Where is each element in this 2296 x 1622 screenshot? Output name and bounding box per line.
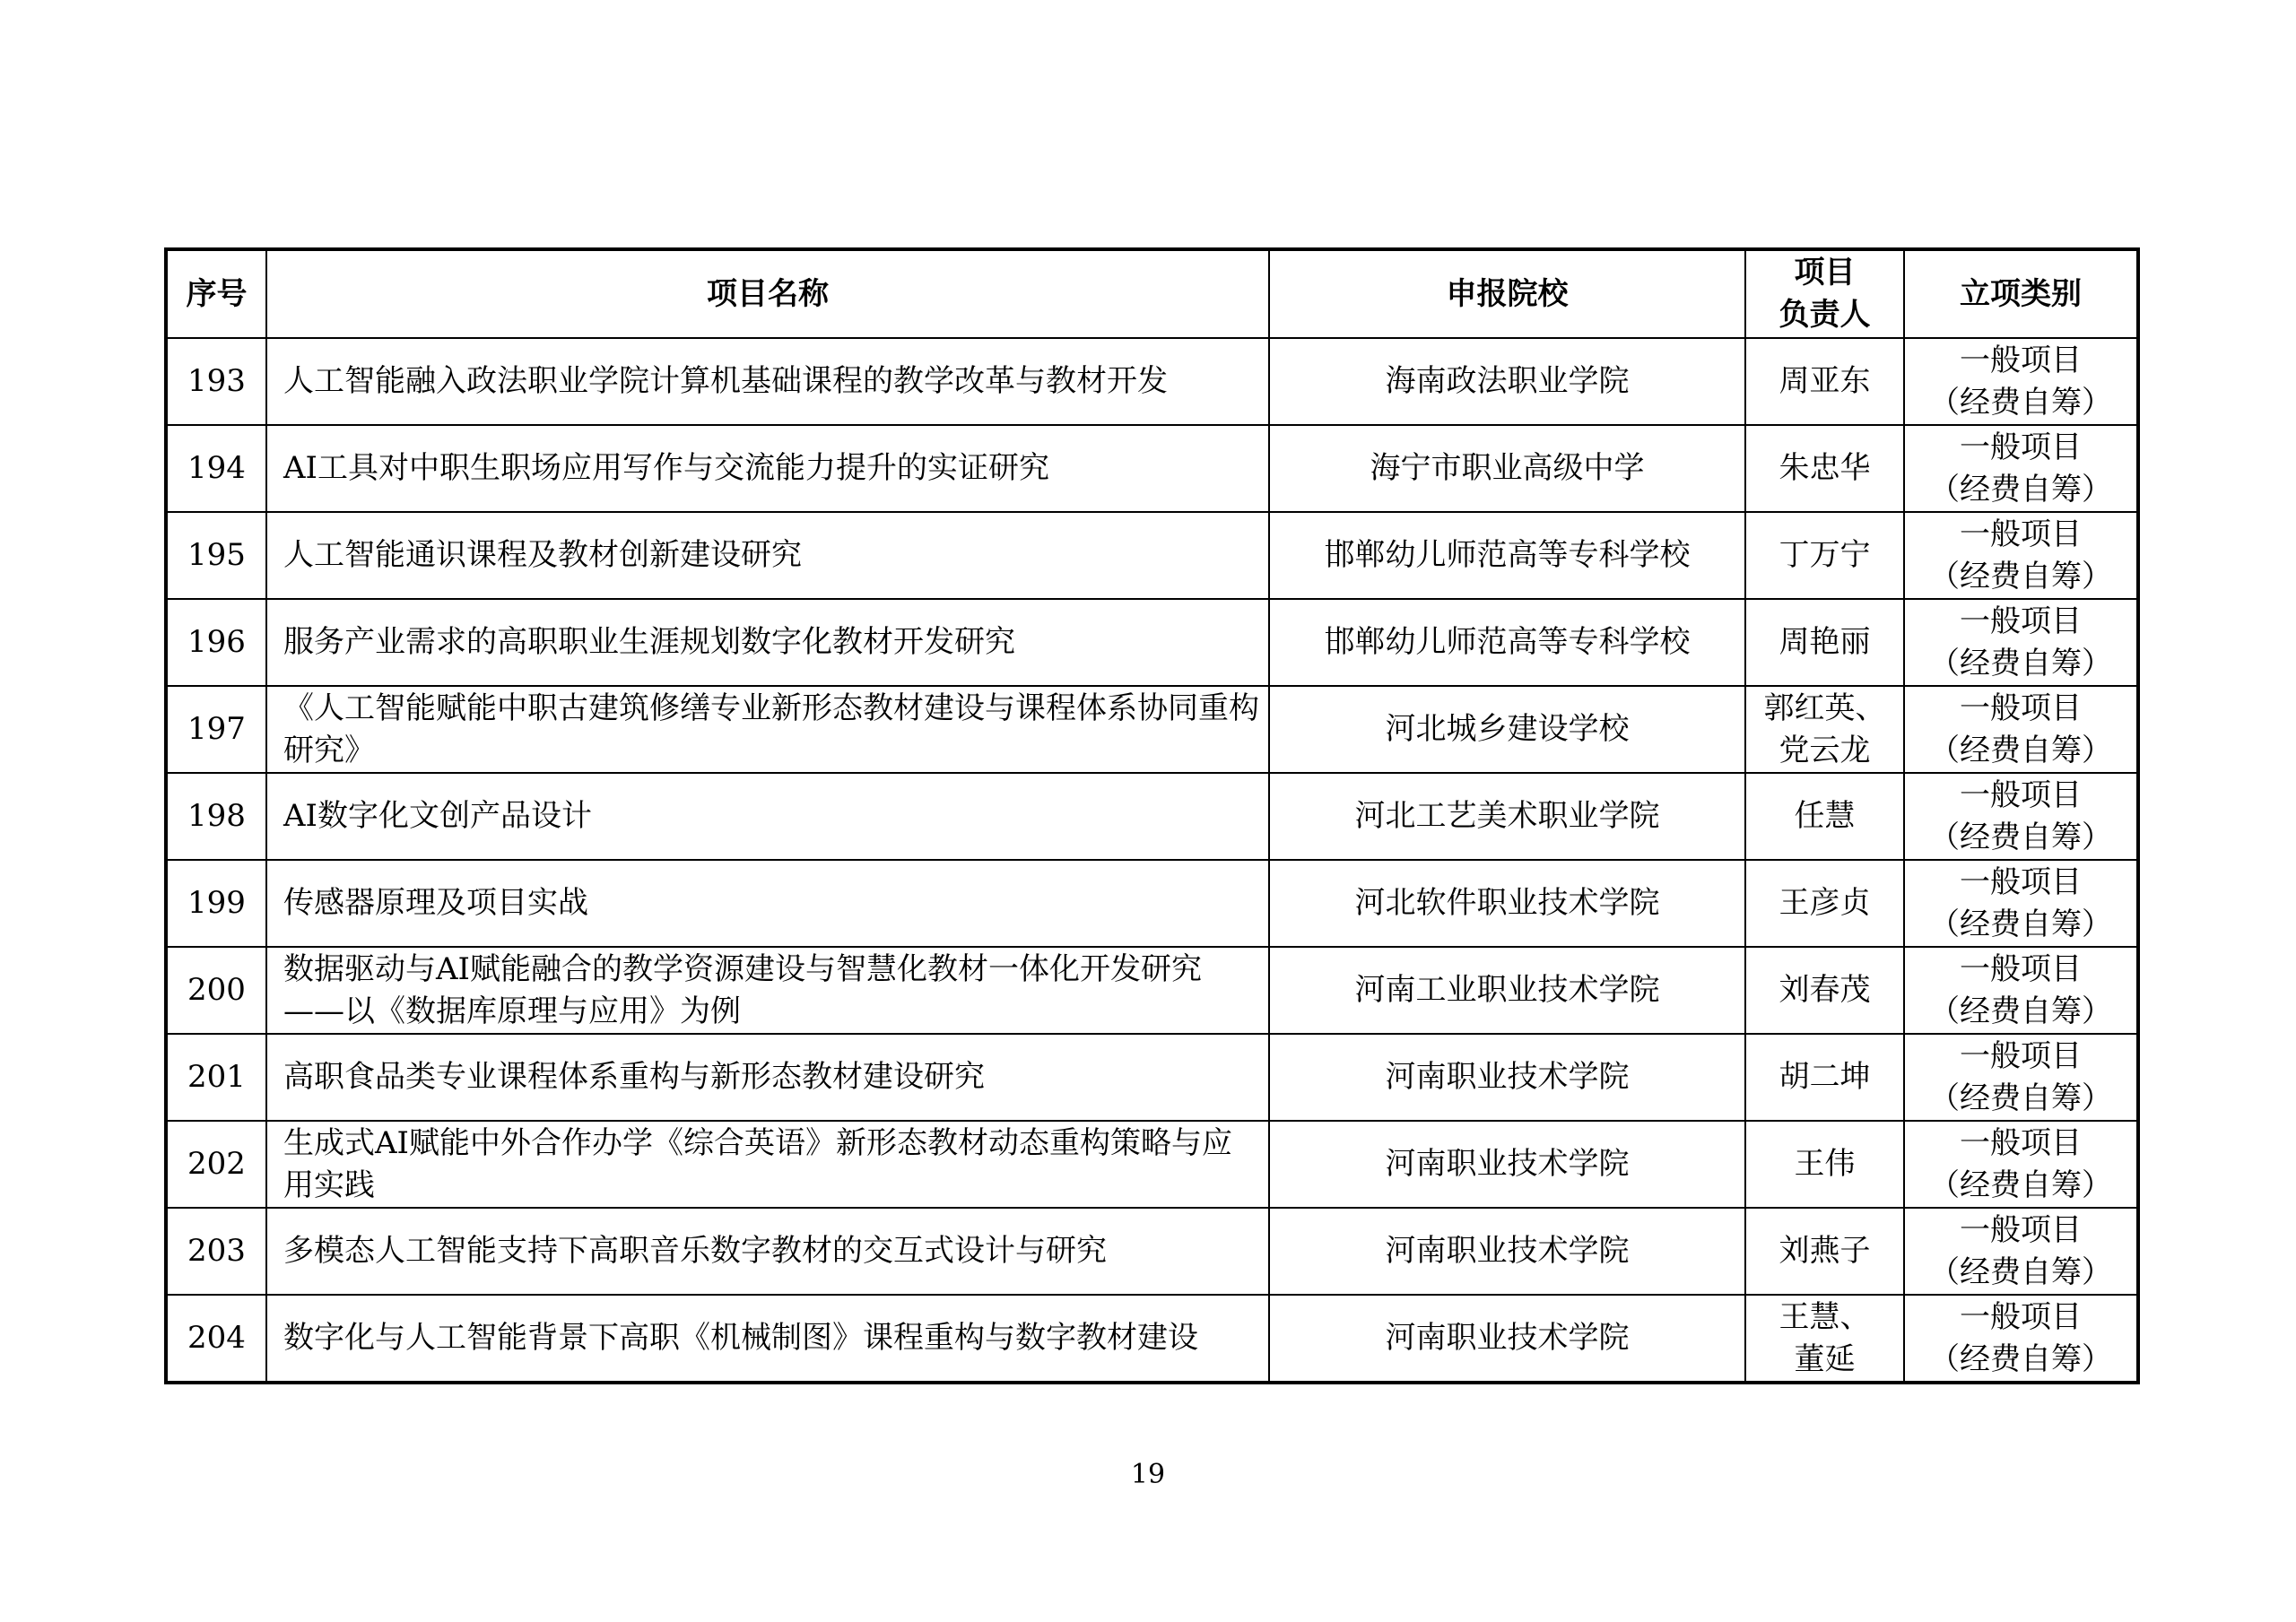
category-funding: （经费自筹） — [1929, 906, 2112, 942]
category-funding: （经费自筹） — [1929, 1340, 2112, 1377]
project-leader — [1745, 1208, 1904, 1295]
table-row — [166, 1121, 2138, 1208]
project-leader — [1745, 947, 1904, 1034]
row-number: 193 — [166, 338, 266, 425]
row-number: 198 — [166, 773, 266, 860]
project-leader — [1745, 338, 1904, 425]
school-name: 邯郸幼儿师范高等专科学校 — [1269, 599, 1745, 686]
table-row — [166, 1295, 2138, 1383]
row-number: 195 — [166, 512, 266, 599]
category-type: 一般项目 — [1960, 863, 2082, 900]
category-funding: （经费自筹） — [1929, 558, 2112, 594]
school-name: 邯郸幼儿师范高等专科学校 — [1269, 512, 1745, 599]
category-funding: （经费自筹） — [1929, 1253, 2112, 1290]
header-school: 申报院校 — [1269, 249, 1745, 338]
project-leader — [1745, 1034, 1904, 1121]
leader-name: 王彦贞 — [1779, 885, 1871, 921]
school-name: 河北城乡建设学校 — [1269, 686, 1745, 773]
project-category — [1904, 512, 2138, 599]
table-row — [166, 338, 2138, 425]
leader-name: 王伟 — [1794, 1146, 1856, 1182]
category-type: 一般项目 — [1960, 603, 2082, 639]
project-category — [1904, 860, 2138, 947]
header-category: 立项类别 — [1904, 249, 2138, 338]
project-leader — [1745, 512, 1904, 599]
category-type: 一般项目 — [1960, 1298, 2082, 1335]
school-name: 河北工艺美术职业学院 — [1269, 773, 1745, 860]
table-row — [166, 425, 2138, 512]
category-funding: （经费自筹） — [1929, 1080, 2112, 1116]
category-type: 一般项目 — [1960, 690, 2082, 726]
project-category — [1904, 425, 2138, 512]
project-leader — [1745, 860, 1904, 947]
project-category — [1904, 1295, 2138, 1383]
leader-name: 刘燕子 — [1779, 1233, 1871, 1269]
category-funding: （经费自筹） — [1929, 645, 2112, 681]
project-category — [1904, 599, 2138, 686]
leader-name: 王慧、 — [1779, 1298, 1871, 1335]
school-name: 河南职业技术学院 — [1269, 1208, 1745, 1295]
project-category — [1904, 1034, 2138, 1121]
table-row — [166, 512, 2138, 599]
category-type: 一般项目 — [1960, 429, 2082, 465]
header-leader-line2: 负责人 — [1779, 297, 1871, 333]
leader-name: 周艳丽 — [1779, 624, 1871, 660]
category-type: 一般项目 — [1960, 516, 2082, 552]
category-funding: （经费自筹） — [1929, 993, 2112, 1029]
project-name: AI工具对中职生职场应用写作与交流能力提升的实证研究 — [266, 425, 1269, 512]
school-name: 河南工业职业技术学院 — [1269, 947, 1745, 1034]
project-name: 高职食品类专业课程体系重构与新形态教材建设研究 — [266, 1034, 1269, 1121]
school-name: 河北软件职业技术学院 — [1269, 860, 1745, 947]
project-name: 多模态人工智能支持下高职音乐数字教材的交互式设计与研究 — [266, 1208, 1269, 1295]
project-category — [1904, 773, 2138, 860]
category-type: 一般项目 — [1960, 1211, 2082, 1248]
row-number: 194 — [166, 425, 266, 512]
project-name: 传感器原理及项目实战 — [266, 860, 1269, 947]
row-number: 201 — [166, 1034, 266, 1121]
project-category — [1904, 338, 2138, 425]
project-leader — [1745, 1295, 1904, 1383]
table-row — [166, 773, 2138, 860]
category-funding: （经费自筹） — [1929, 471, 2112, 507]
project-leader — [1745, 425, 1904, 512]
category-funding: （经费自筹） — [1929, 732, 2112, 768]
table-row — [166, 947, 2138, 1034]
project-category — [1904, 947, 2138, 1034]
project-name: 人工智能通识课程及教材创新建设研究 — [266, 512, 1269, 599]
leader-name: 刘春茂 — [1779, 972, 1871, 1008]
project-leader — [1745, 686, 1904, 773]
leader-name: 董延 — [1794, 1340, 1856, 1377]
category-funding: （经费自筹） — [1929, 384, 2112, 421]
row-number: 200 — [166, 947, 266, 1034]
project-table — [164, 247, 2140, 1384]
table-body — [166, 338, 2138, 1383]
leader-name: 周亚东 — [1779, 363, 1871, 399]
category-type: 一般项目 — [1960, 1124, 2082, 1161]
school-name: 海南政法职业学院 — [1269, 338, 1745, 425]
header-no: 序号 — [166, 249, 266, 338]
table-row — [166, 686, 2138, 773]
category-funding: （经费自筹） — [1929, 819, 2112, 855]
leader-name: 任慧 — [1794, 798, 1856, 834]
row-number: 196 — [166, 599, 266, 686]
leader-name: 丁万宁 — [1779, 537, 1871, 573]
project-name: 数据驱动与AI赋能融合的教学资源建设与智慧化教材一体化开发研究——以《数据库原理与应用》为例 — [266, 947, 1269, 1034]
header-row — [166, 249, 2138, 338]
project-name: 数字化与人工智能背景下高职《机械制图》课程重构与数字教材建设 — [266, 1295, 1269, 1383]
header-name: 项目名称 — [266, 249, 1269, 338]
project-name: 生成式AI赋能中外合作办学《综合英语》新形态教材动态重构策略与应用实践 — [266, 1121, 1269, 1208]
project-leader — [1745, 599, 1904, 686]
project-leader — [1745, 773, 1904, 860]
school-name: 河南职业技术学院 — [1269, 1295, 1745, 1383]
row-number: 204 — [166, 1295, 266, 1383]
school-name: 海宁市职业高级中学 — [1269, 425, 1745, 512]
table-header — [166, 249, 2138, 338]
row-number: 197 — [166, 686, 266, 773]
header-leader — [1745, 249, 1904, 338]
leader-name: 郭红英、 — [1763, 690, 1886, 726]
header-leader-line1: 项目 — [1794, 255, 1856, 291]
project-category — [1904, 1121, 2138, 1208]
project-category — [1904, 686, 2138, 773]
leader-name: 胡二坤 — [1779, 1059, 1871, 1095]
leader-name: 朱忠华 — [1779, 450, 1871, 486]
project-name: AI数字化文创产品设计 — [266, 773, 1269, 860]
project-leader — [1745, 1121, 1904, 1208]
project-name: 《人工智能赋能中职古建筑修缮专业新形态教材建设与课程体系协同重构研究》 — [266, 686, 1269, 773]
category-type: 一般项目 — [1960, 342, 2082, 378]
row-number: 199 — [166, 860, 266, 947]
project-name: 服务产业需求的高职职业生涯规划数字化教材开发研究 — [266, 599, 1269, 686]
school-name: 河南职业技术学院 — [1269, 1034, 1745, 1121]
project-name: 人工智能融入政法职业学院计算机基础课程的教学改革与教材开发 — [266, 338, 1269, 425]
leader-name: 党云龙 — [1779, 732, 1871, 768]
project-category — [1904, 1208, 2138, 1295]
row-number: 202 — [166, 1121, 266, 1208]
category-type: 一般项目 — [1960, 950, 2082, 987]
category-type: 一般项目 — [1960, 776, 2082, 813]
school-name: 河南职业技术学院 — [1269, 1121, 1745, 1208]
table-row — [166, 1208, 2138, 1295]
category-funding: （经费自筹） — [1929, 1167, 2112, 1203]
row-number: 203 — [166, 1208, 266, 1295]
table-row — [166, 1034, 2138, 1121]
page-number: 19 — [1130, 1459, 1166, 1490]
table-row — [166, 599, 2138, 686]
category-type: 一般项目 — [1960, 1037, 2082, 1074]
table-row — [166, 860, 2138, 947]
